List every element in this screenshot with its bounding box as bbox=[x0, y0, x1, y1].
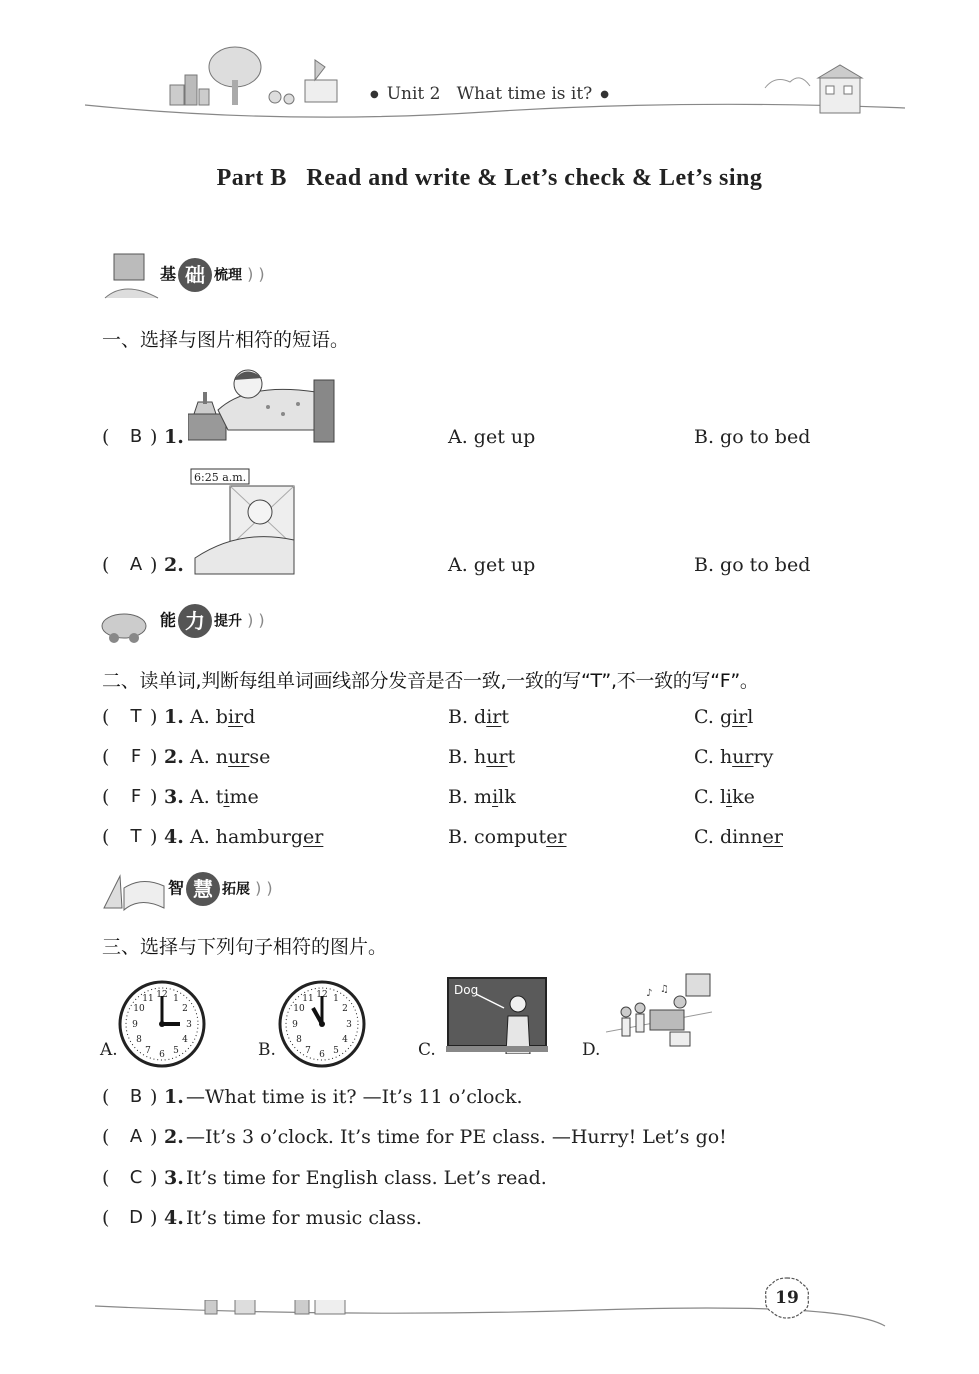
word-b: B. milk bbox=[448, 786, 516, 808]
unit-header bbox=[0, 84, 979, 104]
svg-text:11: 11 bbox=[302, 994, 314, 1004]
sentence: It’s time for music class. bbox=[186, 1207, 422, 1229]
svg-text:3: 3 bbox=[186, 1020, 192, 1030]
answer: A bbox=[129, 554, 143, 575]
page-title: Part B Read and write & Let’s check & Let’s sing bbox=[216, 165, 763, 191]
page-number: 19 bbox=[775, 1288, 799, 1308]
item-number: 2. bbox=[164, 554, 184, 576]
answer: C bbox=[129, 1167, 143, 1188]
s2-item-4: ( T ) 4. A. hamburger B. computer C. dinner bbox=[102, 826, 783, 848]
section-badge-basic: 基 础 梳理 ) ) bbox=[100, 250, 310, 302]
svg-text:7: 7 bbox=[305, 1046, 311, 1056]
blackboard-icon bbox=[100, 250, 160, 302]
item-number: 2. bbox=[164, 1126, 184, 1148]
svg-text:4: 4 bbox=[342, 1035, 348, 1045]
item-number: 2. bbox=[164, 746, 184, 768]
svg-text:5: 5 bbox=[333, 1046, 339, 1056]
s1-item-2: ( A ) 2. A. get up B. go to bed bbox=[102, 554, 811, 576]
picture-label-c: C. bbox=[418, 1040, 436, 1060]
option-b: B. go to bed bbox=[694, 426, 811, 448]
answer: D bbox=[129, 1207, 143, 1228]
answer: F bbox=[130, 786, 142, 807]
word-b: B. computer bbox=[448, 826, 567, 848]
s3-item-1: ( B ) 1. —What time is it? —It’s 11 o’clock. bbox=[102, 1086, 523, 1108]
answer: B bbox=[129, 1086, 143, 1107]
svg-text:2: 2 bbox=[182, 1004, 188, 1014]
svg-text:7: 7 bbox=[145, 1046, 151, 1056]
clock-time-label: 6:25 a.m. bbox=[194, 471, 247, 484]
clock-3-oclock-icon bbox=[118, 980, 206, 1068]
english-class-illustration bbox=[446, 976, 548, 1054]
svg-text:2: 2 bbox=[342, 1004, 348, 1014]
word-b: B. dirt bbox=[448, 706, 510, 728]
svg-text:8: 8 bbox=[136, 1035, 142, 1045]
svg-text:11: 11 bbox=[142, 994, 154, 1004]
item-number: 1. bbox=[164, 1086, 184, 1108]
section-badge-extension: 智 慧 拓展 ) ) bbox=[100, 866, 310, 918]
section1-heading: 一、选择与图片相符的短语。 bbox=[102, 329, 350, 351]
answer: T bbox=[130, 826, 142, 847]
badge-char-highlight: 础 bbox=[178, 258, 212, 292]
item-number: 3. bbox=[164, 1167, 184, 1189]
sentence: It’s time for English class. Let’s read. bbox=[186, 1167, 547, 1189]
svg-text:4: 4 bbox=[182, 1035, 188, 1045]
svg-text:6: 6 bbox=[319, 1050, 325, 1060]
s1-item-1: ( B ) 1. A. get up B. go to bed bbox=[102, 426, 811, 448]
unit-label: Unit 2 What time is it? bbox=[386, 84, 593, 104]
svg-text:9: 9 bbox=[132, 1020, 138, 1030]
sentence: —What time is it? —It’s 11 o’clock. bbox=[186, 1086, 523, 1108]
section3-heading: 三、选择与下列句子相符的图片。 bbox=[102, 936, 388, 958]
s3-item-4: ( D ) 4. It’s time for music class. bbox=[102, 1207, 422, 1229]
word-c: C. dinner bbox=[694, 826, 783, 848]
word-a: A. time bbox=[190, 786, 259, 808]
svg-text:10: 10 bbox=[133, 1004, 145, 1014]
svg-text:♪: ♪ bbox=[646, 988, 653, 999]
badge-char: 能 bbox=[160, 610, 177, 630]
badge-char: 拓展 bbox=[222, 881, 251, 898]
bullet-icon: ● bbox=[369, 89, 379, 100]
item-number: 1. bbox=[164, 706, 184, 728]
word-b: B. hurt bbox=[448, 746, 516, 768]
badge-char: 提升 bbox=[214, 613, 243, 630]
badge-char: 基 bbox=[160, 264, 177, 284]
books-icon bbox=[100, 868, 166, 916]
badge-char-highlight: 力 bbox=[178, 604, 212, 638]
answer: F bbox=[130, 746, 142, 767]
svg-text:12: 12 bbox=[156, 990, 168, 1000]
picture-label-a: A. bbox=[100, 1040, 118, 1060]
item-number: 3. bbox=[164, 786, 184, 808]
s2-item-3: ( F ) 3. A. time B. milk C. like bbox=[102, 786, 755, 808]
badge-char: 梳理 bbox=[214, 267, 243, 284]
bullet-icon: ● bbox=[600, 89, 610, 100]
s3-item-3: ( C ) 3. It’s time for English class. Let’s read. bbox=[102, 1167, 547, 1189]
svg-text:9: 9 bbox=[292, 1020, 298, 1030]
music-class-illustration bbox=[606, 972, 712, 1054]
item-number: 4. bbox=[164, 826, 184, 848]
svg-text:8: 8 bbox=[296, 1035, 302, 1045]
answer: T bbox=[130, 706, 142, 727]
word-c: C. like bbox=[694, 786, 755, 808]
word-a: A. hamburger bbox=[190, 826, 324, 848]
svg-text:♫: ♫ bbox=[660, 984, 669, 995]
section2-heading: 二、读单词,判断每组单词画线部分发音是否一致,一致的写“T”,不一致的写“F”。 bbox=[102, 670, 759, 692]
item-number: 4. bbox=[164, 1207, 184, 1229]
board-text: Dog bbox=[454, 983, 479, 997]
s2-item-2: ( F ) 2. A. nurse B. hurt C. hurry bbox=[102, 746, 774, 768]
svg-text:1: 1 bbox=[333, 994, 339, 1004]
clock-11-oclock-icon bbox=[278, 980, 366, 1068]
answer: A bbox=[129, 1126, 143, 1147]
s2-item-1: ( T ) 1. A. bird B. dirt C. girl bbox=[102, 706, 754, 728]
word-c: C. hurry bbox=[694, 746, 774, 768]
svg-text:10: 10 bbox=[293, 1004, 305, 1014]
word-c: C. girl bbox=[694, 706, 754, 728]
svg-text:3: 3 bbox=[346, 1020, 352, 1030]
section-badge-ability: 能 力 提升 ) ) bbox=[100, 598, 310, 650]
svg-text:12: 12 bbox=[316, 990, 328, 1000]
option-a: A. get up bbox=[448, 554, 536, 576]
badge-char-highlight: 慧 bbox=[186, 872, 220, 906]
answer: B bbox=[129, 426, 143, 447]
word-a: A. bird bbox=[190, 706, 256, 728]
option-a: A. get up bbox=[448, 426, 536, 448]
car-cloud-icon bbox=[100, 602, 160, 646]
picture-label-b: B. bbox=[258, 1040, 276, 1060]
svg-text:5: 5 bbox=[173, 1046, 179, 1056]
s3-item-2: ( A ) 2. —It’s 3 o’clock. It’s time for PE class. —Hurry! Let’s go! bbox=[102, 1126, 727, 1148]
svg-text:1: 1 bbox=[173, 994, 179, 1004]
badge-char: 智 bbox=[168, 878, 185, 898]
item-number: 1. bbox=[164, 426, 184, 448]
sentence: —It’s 3 o’clock. It’s time for PE class. —Hurry! Let’s go! bbox=[186, 1126, 727, 1148]
option-b: B. go to bed bbox=[694, 554, 811, 576]
word-a: A. nurse bbox=[190, 746, 271, 768]
svg-text:6: 6 bbox=[159, 1050, 165, 1060]
header-town-illustration bbox=[165, 45, 355, 115]
picture-label-d: D. bbox=[582, 1040, 601, 1060]
